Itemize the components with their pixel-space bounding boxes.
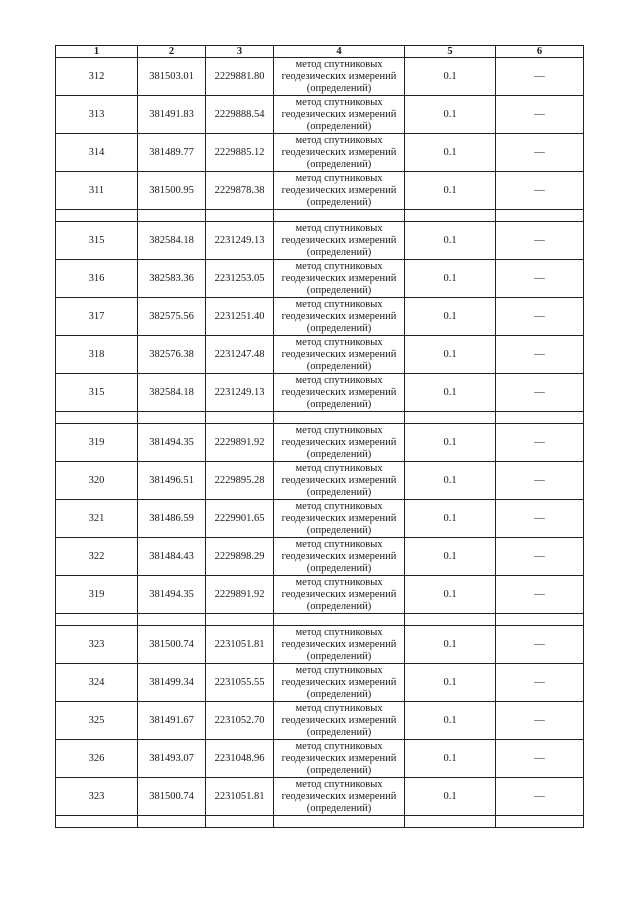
note-cell: — [496, 538, 584, 576]
method-cell: метод спутниковых геодезических измерений (определений) [274, 538, 405, 576]
note-cell: — [496, 424, 584, 462]
table-row [56, 298, 584, 336]
point-number-cell: 315 [56, 374, 138, 412]
table-row [56, 462, 584, 500]
method-cell: метод спутниковых геодезических измерений (определений) [274, 58, 405, 96]
note-cell: — [496, 134, 584, 172]
note-cell: — [496, 298, 584, 336]
empty-cell [496, 614, 584, 626]
point-number-cell: 312 [56, 58, 138, 96]
empty-cell [274, 614, 405, 626]
empty-cell [496, 816, 584, 828]
x-coordinate-cell: 382583.36 [138, 260, 206, 298]
y-coordinate-cell: 2231247.48 [206, 336, 274, 374]
accuracy-cell: 0.1 [405, 336, 496, 374]
empty-cell [56, 412, 138, 424]
x-coordinate-cell: 381496.51 [138, 462, 206, 500]
coordinates-table [55, 45, 584, 828]
separator-row [56, 614, 584, 626]
header-row [56, 46, 584, 58]
note-cell: — [496, 260, 584, 298]
table-row [56, 58, 584, 96]
y-coordinate-cell: 2231249.13 [206, 374, 274, 412]
accuracy-cell: 0.1 [405, 222, 496, 260]
empty-cell [138, 210, 206, 222]
empty-cell [274, 412, 405, 424]
point-number-cell: 322 [56, 538, 138, 576]
table-row [56, 260, 584, 298]
y-coordinate-cell: 2231052.70 [206, 702, 274, 740]
point-number-cell: 323 [56, 626, 138, 664]
y-coordinate-cell: 2231051.81 [206, 778, 274, 816]
point-number-cell: 318 [56, 336, 138, 374]
x-coordinate-cell: 381500.74 [138, 778, 206, 816]
point-number-cell: 319 [56, 576, 138, 614]
y-coordinate-cell: 2229878.38 [206, 172, 274, 210]
table-row [56, 134, 584, 172]
point-number-cell: 317 [56, 298, 138, 336]
accuracy-cell: 0.1 [405, 664, 496, 702]
note-cell: — [496, 576, 584, 614]
x-coordinate-cell: 381491.83 [138, 96, 206, 134]
note-cell: — [496, 58, 584, 96]
note-cell: — [496, 664, 584, 702]
empty-cell [138, 614, 206, 626]
x-coordinate-cell: 381494.35 [138, 576, 206, 614]
x-coordinate-cell: 381500.95 [138, 172, 206, 210]
accuracy-cell: 0.1 [405, 58, 496, 96]
accuracy-cell: 0.1 [405, 778, 496, 816]
point-number-cell: 314 [56, 134, 138, 172]
empty-cell [274, 210, 405, 222]
method-cell: метод спутниковых геодезических измерений (определений) [274, 500, 405, 538]
empty-cell [56, 816, 138, 828]
separator-row [56, 412, 584, 424]
table-row [56, 538, 584, 576]
point-number-cell: 326 [56, 740, 138, 778]
method-cell: метод спутниковых геодезических измерений (определений) [274, 336, 405, 374]
method-cell: метод спутниковых геодезических измерений (определений) [274, 702, 405, 740]
accuracy-cell: 0.1 [405, 538, 496, 576]
x-coordinate-cell: 382576.38 [138, 336, 206, 374]
method-cell: метод спутниковых геодезических измерений (определений) [274, 664, 405, 702]
x-coordinate-cell: 381499.34 [138, 664, 206, 702]
y-coordinate-cell: 2229885.12 [206, 134, 274, 172]
method-cell: метод спутниковых геодезических измерений (определений) [274, 576, 405, 614]
x-coordinate-cell: 382575.56 [138, 298, 206, 336]
method-cell: метод спутниковых геодезических измерений (определений) [274, 134, 405, 172]
method-cell: метод спутниковых геодезических измерений (определений) [274, 462, 405, 500]
method-cell: метод спутниковых геодезических измерений (определений) [274, 260, 405, 298]
empty-cell [274, 816, 405, 828]
empty-cell [206, 412, 274, 424]
accuracy-cell: 0.1 [405, 626, 496, 664]
method-cell: метод спутниковых геодезических измерений (определений) [274, 740, 405, 778]
column-header-6: 6 [496, 46, 584, 58]
y-coordinate-cell: 2229888.54 [206, 96, 274, 134]
accuracy-cell: 0.1 [405, 260, 496, 298]
table-row [56, 336, 584, 374]
table-row [56, 778, 584, 816]
y-coordinate-cell: 2231249.13 [206, 222, 274, 260]
note-cell: — [496, 500, 584, 538]
column-header-2: 2 [138, 46, 206, 58]
method-cell: метод спутниковых геодезических измерений (определений) [274, 96, 405, 134]
point-number-cell: 316 [56, 260, 138, 298]
empty-cell [496, 210, 584, 222]
accuracy-cell: 0.1 [405, 424, 496, 462]
note-cell: — [496, 96, 584, 134]
empty-cell [138, 412, 206, 424]
table-row [56, 424, 584, 462]
column-header-1: 1 [56, 46, 138, 58]
x-coordinate-cell: 382584.18 [138, 222, 206, 260]
y-coordinate-cell: 2229898.29 [206, 538, 274, 576]
empty-cell [206, 614, 274, 626]
note-cell: — [496, 702, 584, 740]
accuracy-cell: 0.1 [405, 462, 496, 500]
table-row [56, 374, 584, 412]
separator-row [56, 210, 584, 222]
point-number-cell: 323 [56, 778, 138, 816]
note-cell: — [496, 222, 584, 260]
accuracy-cell: 0.1 [405, 702, 496, 740]
note-cell: — [496, 740, 584, 778]
table-row [56, 740, 584, 778]
accuracy-cell: 0.1 [405, 576, 496, 614]
empty-cell [206, 816, 274, 828]
accuracy-cell: 0.1 [405, 374, 496, 412]
y-coordinate-cell: 2229895.28 [206, 462, 274, 500]
y-coordinate-cell: 2229891.92 [206, 576, 274, 614]
y-coordinate-cell: 2231251.40 [206, 298, 274, 336]
accuracy-cell: 0.1 [405, 134, 496, 172]
accuracy-cell: 0.1 [405, 96, 496, 134]
empty-cell [496, 412, 584, 424]
x-coordinate-cell: 381500.74 [138, 626, 206, 664]
table-row [56, 500, 584, 538]
point-number-cell: 311 [56, 172, 138, 210]
column-header-3: 3 [206, 46, 274, 58]
point-number-cell: 319 [56, 424, 138, 462]
y-coordinate-cell: 2229901.65 [206, 500, 274, 538]
point-number-cell: 320 [56, 462, 138, 500]
table-row [56, 664, 584, 702]
accuracy-cell: 0.1 [405, 740, 496, 778]
x-coordinate-cell: 381493.07 [138, 740, 206, 778]
empty-cell [405, 614, 496, 626]
note-cell: — [496, 336, 584, 374]
y-coordinate-cell: 2231055.55 [206, 664, 274, 702]
accuracy-cell: 0.1 [405, 500, 496, 538]
note-cell: — [496, 172, 584, 210]
point-number-cell: 321 [56, 500, 138, 538]
x-coordinate-cell: 381503.01 [138, 58, 206, 96]
point-number-cell: 315 [56, 222, 138, 260]
empty-cell [405, 210, 496, 222]
table-body [56, 58, 584, 828]
method-cell: метод спутниковых геодезических измерений (определений) [274, 298, 405, 336]
note-cell: — [496, 626, 584, 664]
point-number-cell: 324 [56, 664, 138, 702]
column-header-5: 5 [405, 46, 496, 58]
column-header-4: 4 [274, 46, 405, 58]
empty-cell [405, 816, 496, 828]
table-row [56, 626, 584, 664]
x-coordinate-cell: 381489.77 [138, 134, 206, 172]
table-row [56, 222, 584, 260]
method-cell: метод спутниковых геодезических измерений (определений) [274, 172, 405, 210]
y-coordinate-cell: 2229881.80 [206, 58, 274, 96]
empty-cell [56, 210, 138, 222]
empty-cell [206, 210, 274, 222]
table-row [56, 702, 584, 740]
point-number-cell: 313 [56, 96, 138, 134]
note-cell: — [496, 374, 584, 412]
table-row [56, 576, 584, 614]
method-cell: метод спутниковых геодезических измерений (определений) [274, 424, 405, 462]
note-cell: — [496, 778, 584, 816]
y-coordinate-cell: 2231253.05 [206, 260, 274, 298]
x-coordinate-cell: 381491.67 [138, 702, 206, 740]
x-coordinate-cell: 381486.59 [138, 500, 206, 538]
separator-row [56, 816, 584, 828]
table-header [56, 46, 584, 58]
method-cell: метод спутниковых геодезических измерений (определений) [274, 222, 405, 260]
method-cell: метод спутниковых геодезических измерений (определений) [274, 778, 405, 816]
x-coordinate-cell: 381484.43 [138, 538, 206, 576]
y-coordinate-cell: 2231048.96 [206, 740, 274, 778]
x-coordinate-cell: 382584.18 [138, 374, 206, 412]
y-coordinate-cell: 2231051.81 [206, 626, 274, 664]
point-number-cell: 325 [56, 702, 138, 740]
empty-cell [138, 816, 206, 828]
table-row [56, 172, 584, 210]
empty-cell [56, 614, 138, 626]
method-cell: метод спутниковых геодезических измерений (определений) [274, 626, 405, 664]
accuracy-cell: 0.1 [405, 172, 496, 210]
empty-cell [405, 412, 496, 424]
method-cell: метод спутниковых геодезических измерений (определений) [274, 374, 405, 412]
y-coordinate-cell: 2229891.92 [206, 424, 274, 462]
accuracy-cell: 0.1 [405, 298, 496, 336]
note-cell: — [496, 462, 584, 500]
table-row [56, 96, 584, 134]
x-coordinate-cell: 381494.35 [138, 424, 206, 462]
